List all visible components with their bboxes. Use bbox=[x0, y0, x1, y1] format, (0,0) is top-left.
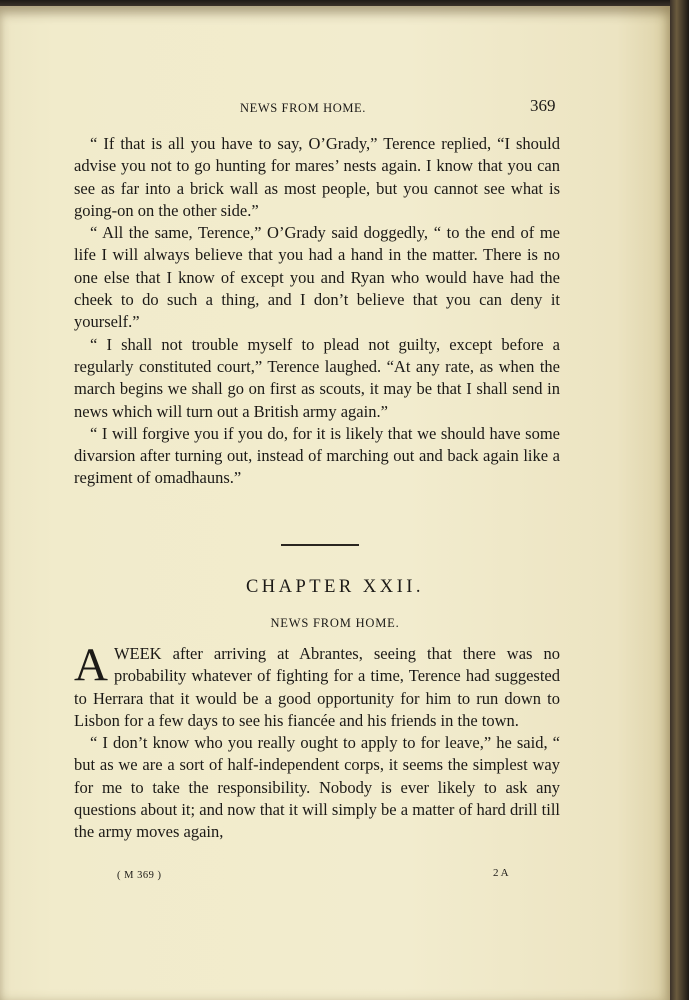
gathering-mark: 2 A bbox=[493, 867, 509, 879]
paragraph: “ I will forgive you if you do, for it is likely that we should have some divarsion after turning out, instead of marching out and back again like a regiment of omadhauns.” bbox=[74, 423, 560, 488]
book-spine-edge bbox=[670, 0, 689, 1000]
running-head: NEWS FROM HOME. bbox=[240, 101, 367, 115]
chapter-subtitle: NEWS FROM HOME. bbox=[270, 616, 400, 630]
chapter-title: CHAPTER XXII. bbox=[245, 577, 425, 597]
drop-cap: A bbox=[74, 639, 108, 691]
text-block-chapter-opening bbox=[74, 639, 560, 844]
book-page bbox=[0, 6, 671, 1000]
section-divider-rule bbox=[281, 544, 359, 546]
opening-paragraph-text: WEEK after arriving at Abrantes, seeing that there was no probability whatever of fighting for a time, Terence had suggested to Herrara that it would be a good opportunity for him to run down to Lisbon for a few days to see his fiancée and his friends in the town. bbox=[74, 644, 560, 730]
paragraph: “ I don’t know who you really ought to apply to for leave,” he said, “ but as we are a sort of half-independent corps, it seems the simplest way for me to take the responsibility. Nobody is ever likely to ask any questions about it; and now that it will simply be a matter of hard drill till the army moves again, bbox=[74, 733, 560, 842]
paragraph: “ All the same, Terence,” O’Grady said doggedly, “ to the end of me life I will always believe that you had a hand in the matter. There is no one else that I know of except you and Ryan who would have had the cheek to do such a thing, and I don’t believe that you can deny it yourself.” bbox=[74, 223, 560, 332]
page-number: 369 bbox=[530, 96, 556, 115]
text-block-previous-chapter bbox=[74, 133, 560, 490]
paragraph: “ I shall not trouble myself to plead not guilty, except before a regularly constituted court,” Terence laughed. “At any rate, as when the march begins we shall go on first as scouts, it may be that I shall send in news which will turn out a British army again.” bbox=[74, 334, 560, 421]
signature-mark: ( M 369 ) bbox=[117, 870, 162, 881]
opening-paragraph bbox=[74, 639, 560, 732]
paragraph: “ If that is all you have to say, O’Grady,” Terence replied, “I should advise you not to go hunting for mares’ nests again. I know that you can see as far into a brick wall as most people, but you cannot see what is going-on on the other side.” bbox=[74, 134, 560, 220]
